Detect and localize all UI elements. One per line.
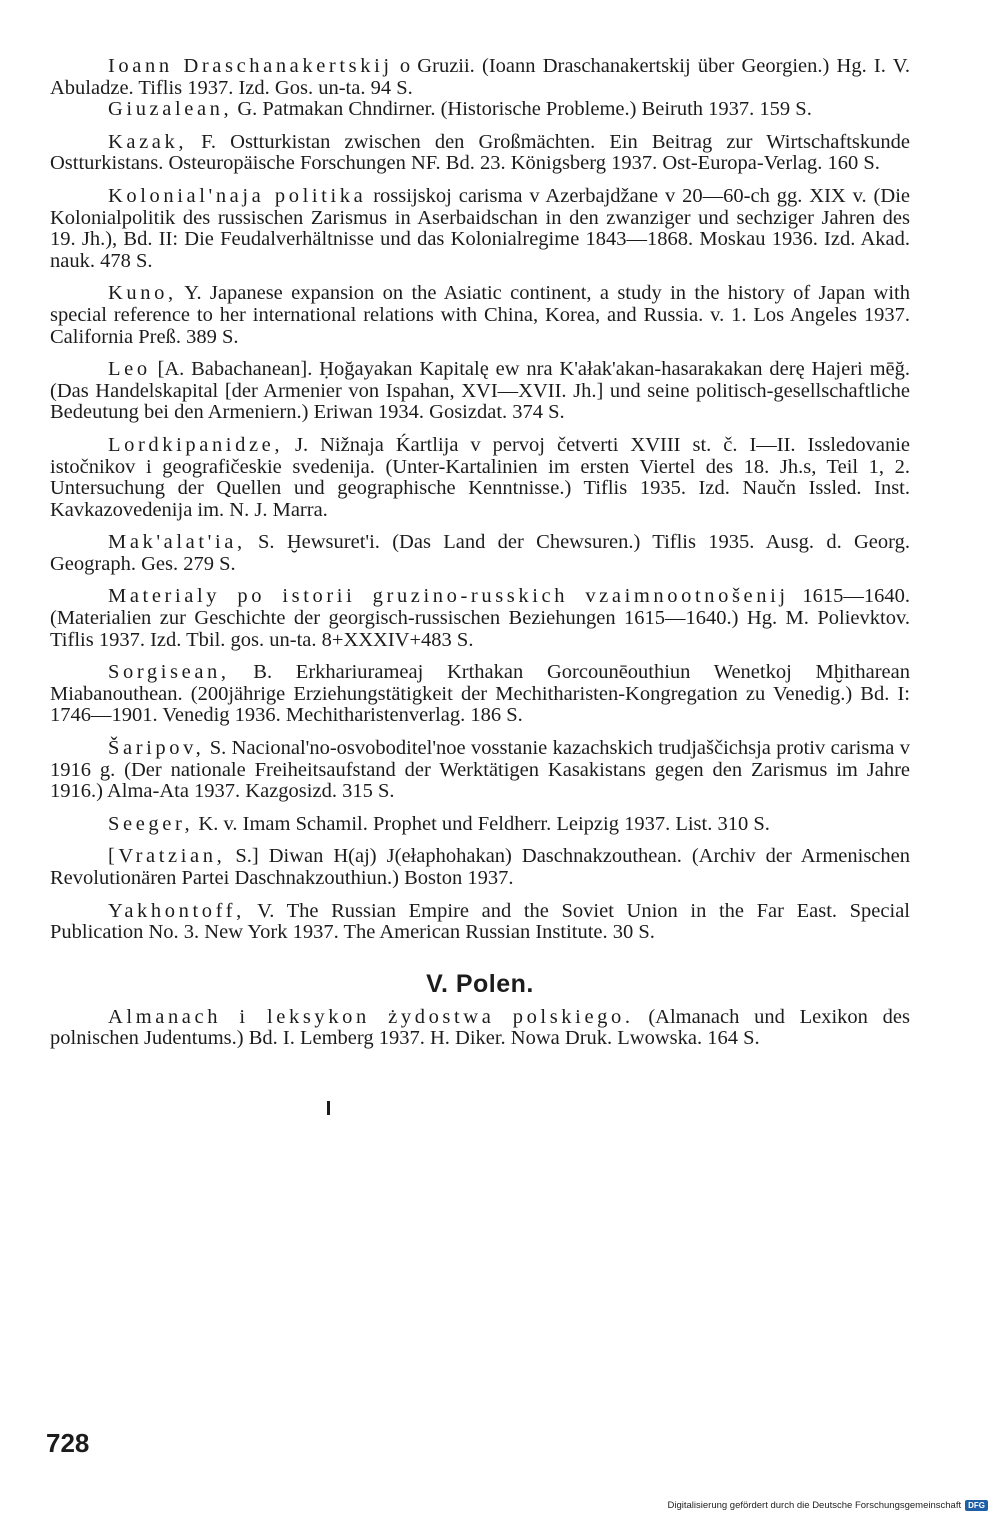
bibliography-entry — [50, 846, 910, 889]
bibliography-entry — [50, 99, 910, 121]
bibliography-entry — [50, 901, 910, 944]
entry-author: Mak'alat'ia, — [108, 531, 246, 554]
entry-text: o Gruzii. (Ioann Draschanakertskij über Georgien.) Hg. I. V. Abuladze. Tiflis 1937. Izd. Gos. un-ta. 94 S. — [50, 55, 910, 99]
bibliography-entry — [50, 435, 910, 521]
entry-text: J. Nižnaja Ḱartlija v pervoj četverti XVIII st. č. I—II. Issledovanie istočnikov i geografičeskie svedenija. (Unter-Kartalinien im ersten Viertel des 18. Jh.s, Teil 1, 2. Untersuchung der Quellen und geographische Kenntnisse.) Tiflis 1935. Izd. Naučn Issled. Inst. Kavkazovedenija im. N. J. Marra. — [50, 433, 910, 521]
entry-text: K. v. Imam Schamil. Prophet und Feldherr. Leipzig 1937. List. 310 S. — [193, 812, 770, 835]
bibliography-entry — [50, 186, 910, 272]
bibliography-entry — [50, 662, 910, 727]
entry-text: (Almanach und Lexikon des polnischen Judentums.) Bd. I. Lemberg 1937. H. Diker. Nowa Druk. Lwowska. 164 S. — [50, 1005, 910, 1050]
bibliography-entry — [50, 738, 910, 803]
entry-author: Seeger, — [108, 812, 194, 835]
bibliography-entry — [50, 56, 910, 99]
entry-author: Sorgisean, — [108, 661, 230, 684]
bibliography-entry — [50, 283, 910, 348]
entry-author: Almanach i leksykon żydostwa polskiego. — [108, 1005, 634, 1028]
footer-text: Digitalisierung gefördert durch die Deutsche Forschungsgemeinschaft — [667, 1500, 962, 1511]
bibliography-entry — [50, 814, 910, 836]
bibliography-entry — [50, 132, 910, 175]
entry-text: S. Ḫewsuret'i. (Das Land der Chewsuren.) Tiflis 1935. Ausg. d. Georg. Geograph. Ges. 279 S. — [50, 531, 910, 575]
digitization-footer — [668, 1500, 989, 1511]
entry-author: [Vratzian, — [108, 845, 226, 868]
entry-author: Giuzalean, — [108, 98, 233, 121]
entry-text: 1615—1640. (Materialien zur Geschichte der georgisch-russischen Beziehungen 1615—1640.) Hg. M. Polievktov. Tiflis 1937. Izd. Tbil. gos. un-ta. 8+XXXIV+483 S. — [50, 585, 911, 651]
entry-text: G. Patmakan Chndirner. (Historische Probleme.) Beiruth 1937. 159 S. — [232, 98, 812, 121]
entry-text: S. Nacional'no-osvoboditel'noe vosstanie kazachskich trudjaščichsja protiv carisma v 1916 g. (Der nationale Freiheitsaufstand der Werktätigen Kasakistans gegen den Zarismus im Jahre 1916.) Alma-Ata 1937. Kazgosizd. 315 S. — [50, 737, 910, 803]
bibliography-page — [50, 56, 910, 1061]
section-heading: V. Polen. — [426, 969, 534, 998]
bibliography-entry — [50, 359, 910, 424]
entry-text: rossijskoj carisma v Azerbajdžane v 20—60-ch gg. XIX v. (Die Kolonialpolitik des russischen Zarismus in Aserbaidschan in den zwanziger und sechziger Jahren des 19. Jh.), Bd. II: Die Feudalverhältnisse und das Kolonialregime 1843—1868. Moskau 1936. Izd. Akad. nauk. 478 S. — [50, 184, 910, 272]
entry-text: Y. Japanese expansion on the Asiatic continent, a study in the history of Japan with special reference to her international relations with China, Korea, and Russia. v. 1. Los Angeles 1937. California Preß. 389 S. — [50, 282, 910, 348]
entry-text: V. The Russian Empire and the Soviet Union in the Far East. Special Publication No. 3. New York 1937. The American Russian Institute. 30 S. — [50, 899, 910, 944]
entry-author: Ioann Draschanakertskij — [108, 55, 393, 77]
dfg-logo-icon: DFG — [965, 1500, 988, 1511]
entry-author: Leo — [108, 358, 151, 381]
bibliography-entry — [50, 532, 910, 575]
entry-text: S.] Diwan H(aj) J(ełaphohakan) Daschnakzouthean. (Archiv der Armenischen Revolutionären Partei Daschnakzouthiun.) Boston 1937. — [50, 845, 910, 889]
entry-author: Šaripov, — [108, 737, 205, 760]
entry-text: [A. Babachanean]. Ḥoğayakan Kapitalę ew nra K'ałak'akan-hasarakakan derę Hajeri mēğ. (Das Handelskapital [der Armenier von Ispahan, XVI—XVII. Jh.] und seine politisch-gesellschaftliche Bedeutung bei den Armeniern.) Eriwan 1934. Gosizdat. 374 S. — [50, 358, 910, 424]
entry-author: Kuno, — [108, 282, 177, 305]
entry-text: F. Ostturkistan zwischen den Großmächten. Ein Beitrag zur Wirtschaftskunde Ostturkistans. Osteuropäische Forschungen NF. Bd. 23. Königsberg 1937. Ost-Europa-Verlag. 160 S. — [50, 130, 910, 175]
entry-author: Kolonial'naja politika — [108, 184, 367, 207]
bibliography-entry — [50, 1007, 910, 1050]
entry-author: Lordkipanidze, — [108, 433, 284, 456]
print-speck — [327, 1101, 330, 1115]
page-number: 728 — [46, 1428, 90, 1458]
entry-author: Materialy po istorii gruzino-russkich vzaimnootnošenij — [108, 585, 789, 608]
entry-author: Kazak, — [108, 130, 188, 153]
entry-author: Yakhontoff, — [108, 899, 245, 922]
bibliography-entry — [50, 586, 910, 651]
entry-text: B. Erkhariurameaj Krthakan Gorcounēouthiun Wenetkoj Mḫitharean Miabanouthean. (200jährige Erziehungstätigkeit der Mechitharisten-Kongregation zu Venedig.) Bd. I: 1746—1901. Venedig 1936. Mechitharistenverlag. 186 S. — [50, 661, 910, 727]
